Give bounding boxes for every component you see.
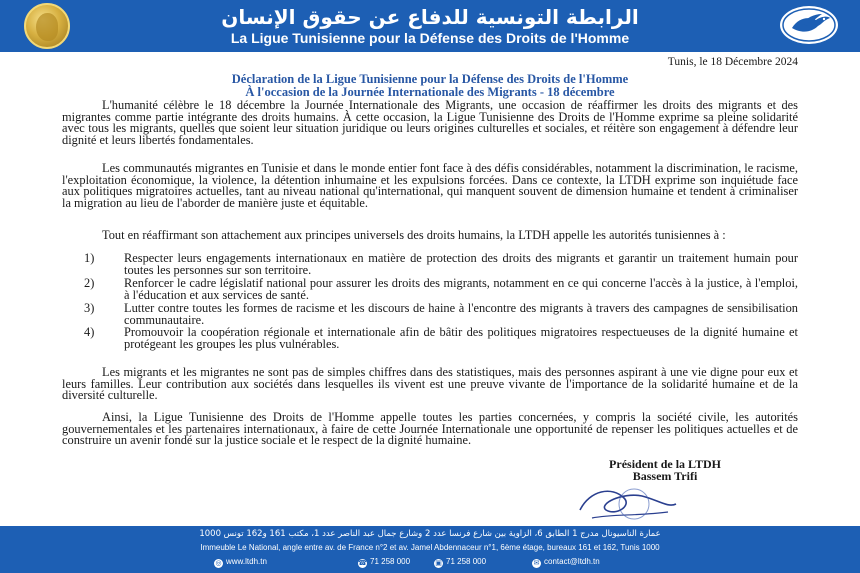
list-item-number: 2) <box>84 276 95 290</box>
website-link[interactable] <box>214 556 267 568</box>
phone-contact <box>358 556 410 568</box>
address-arabic: عمارة الناسيونال مدرج 1 الطابق 6، الزاوية بين شارع فرنسا عدد 2 وشارع جمال عبد الناصر عدد 1، مكتب 161 و162 تونس 1000 <box>199 529 661 539</box>
list-item-number: 1) <box>84 251 95 265</box>
phone-icon: ☎ <box>358 560 367 567</box>
list-item-text: Promouvoir la coopération régionale et internationale afin de bâtir des politiques migratoires respectueuses de la dignité humaine et protégeant les groupes les plus vulnérables. <box>124 325 798 351</box>
globe-icon: ◎ <box>215 560 222 567</box>
list-item-text: Renforcer le cadre législatif national pour assurer les droits des migrants, notamment en ce qui concerne l'accès à la justice, à l'emploi, à l'éducation et aux services de santé. <box>124 276 798 302</box>
email-icon: ✉ <box>533 560 540 567</box>
email-link[interactable] <box>532 556 600 568</box>
address-french: Immeuble Le National, angle entre av. de France n°2 et av. Jamel Abdennaceur n°1, 6ème étage, bureaux 161 et 162, Tunis 1000 <box>200 543 660 552</box>
list-item-text: Lutter contre toutes les formes de racisme et les discours de haine à l'encontre des migrants à travers des campagnes de sensibilisation communautaire. <box>124 301 798 327</box>
ltdh-dove-logo-icon <box>778 4 840 46</box>
paragraph-challenges: Les communautés migrantes en Tunisie et dans le monde entier font face à des défis considérables, notamment la discrimination, le racisme, l'exploitation économique, la violence, la détention inhumaine et les expulsions forcées. Dans ce contexte, la LTDH exprime son inquiétude face aux politiques migratoires actuelles, tant au niveau national qu'international, qui manquent souvent de dimension humaine et tendent à criminaliser la migration au lieu de l'aborder de manière juste et équitable. <box>62 161 798 210</box>
letterhead-banner <box>0 0 860 52</box>
paragraph-contribution: Les migrants et les migrantes ne sont pas de simples chiffres dans des statistiques, mais des personnes aspirant à une vie digne pour eux et leurs familles. Leur contribution aux sociétés dans lesquelles ils vivent est une preuve vivante de l'importance de la solidarité humaine et de la diversité culturelle. <box>62 365 798 403</box>
letterhead-footer <box>0 526 860 573</box>
organization-name-arabic: الرابطة التونسية للدفاع عن حقوق الإنسان <box>221 5 639 29</box>
paragraph-call: Tout en réaffirmant son attachement aux principes universels des droits humains, la LTDH appelle les autorités tunisiennes à : <box>102 228 726 242</box>
declaration-title-line1: Déclaration de la Ligue Tunisienne pour la Défense des Droits de l'Homme <box>231 72 629 86</box>
document-date: Tunis, le 18 Décembre 2024 <box>667 56 798 68</box>
email-text: contact@ltdh.tn <box>544 557 600 566</box>
list-item-text: Respecter leurs engagements internationaux en matière de protection des droits des migrants et garantir un traitement humain pour toutes les personnes sur son territoire. <box>124 251 798 277</box>
contact-bar <box>210 556 650 568</box>
website-text: www.ltdh.tn <box>226 557 267 566</box>
handwritten-signature <box>572 480 682 526</box>
signatory-title: Président de la LTDH <box>609 457 721 471</box>
list-item-number: 3) <box>84 301 95 315</box>
declaration-title-line2: À l'occasion de la Journée Internationale des Migrants - 18 décembre <box>245 85 615 99</box>
fax-icon: ▣ <box>435 560 442 567</box>
phone-text: 71 258 000 <box>370 557 411 566</box>
list-item-number: 4) <box>84 325 95 339</box>
nobel-medal-icon <box>24 3 70 49</box>
signatory-name: Bassem Trifi <box>632 469 698 483</box>
paragraph-conclusion: Ainsi, la Ligue Tunisienne des Droits de l'Homme appelle toutes les parties concernées, y compris la société civile, les autorités gouvernementales et les partenaires internationaux, à faire de cette Journée Internationale une opportunité de repenser les politiques actuelles et de construire un avenir fondé sur la justice sociale et le respect de la dignité humaine. <box>62 410 798 448</box>
paragraph-intro: L'humanité célèbre le 18 décembre la Journée Internationale des Migrants, une occasion de réaffirmer les droits des migrants et des migrantes comme partie intégrante des droits humains. À cette occasion, la Ligue Tunisienne des Droits de l'Homme exprime sa pleine solidarité avec tous les migrants, quelles que soient leur situation juridique ou leurs origines culturelles et sociales, et réitère son engagement à défendre leur dignité et leurs libertés fondamentales. <box>62 98 798 147</box>
organization-name-french: La Ligue Tunisienne pour la Défense des Droits de l'Homme <box>230 30 630 46</box>
fax-contact <box>434 556 486 568</box>
medal-portrait <box>36 13 58 41</box>
fax-text: 71 258 000 <box>446 557 487 566</box>
